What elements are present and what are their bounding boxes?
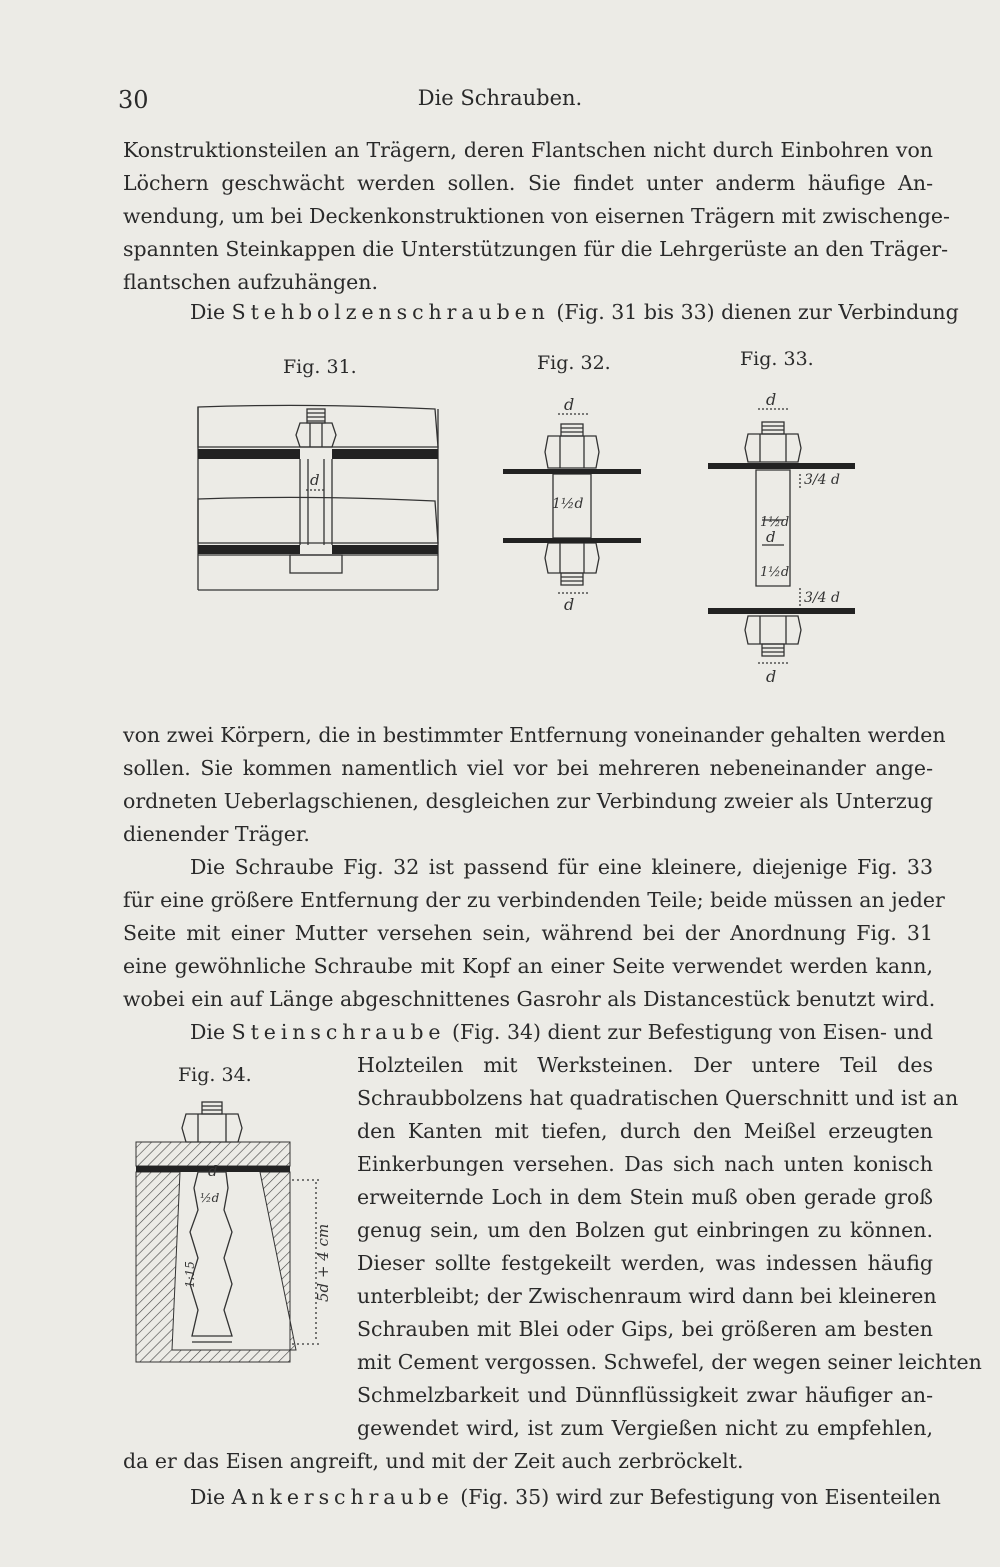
figure-33-caption: Fig. 33. [740,348,814,370]
lead-rest: (Fig. 34) dient zur Befestigung von Eisen- und [452,1020,934,1044]
paragraph-lead-line [190,1020,933,1044]
lead-word: Die [190,1485,226,1509]
dimension-label: d [208,1162,218,1180]
text-line: eine gewöhnliche Schraube mit Kopf an einer Seite verwendet werden kann, [123,954,933,978]
text-line: mit Cement vergossen. Schwefel, der wegen seiner leichten [357,1350,982,1374]
text-line: Seite mit einer Mutter versehen sein, während bei der Anordnung Fig. 31 [123,921,933,945]
text-line: da er das Eisen angreift, und mit der Zeit auch zerbröckelt. [123,1449,744,1473]
dimension-label: 1:15 [183,1261,197,1288]
dimension-label: d [766,528,776,546]
dimension-label: d [564,395,575,414]
text-line: sollen. Sie kommen namentlich viel vor bei mehreren nebeneinander ange- [123,756,933,780]
text-line: spannten Steinkappen die Unterstützungen für die Lehrgerüste an den Träger- [123,237,949,261]
lead-rest: (Fig. 35) wird zur Befestigung von Eisenteilen [460,1485,941,1509]
text-line: wobei ein auf Länge abgeschnittenes Gasrohr als Distancestück benutzt wird. [123,987,936,1011]
text-line: von zwei Körpern, die in bestimmter Entfernung voneinander gehalten werden [123,723,946,747]
dimension-label: 5d + 4 cm [314,1223,332,1302]
figure-34-drawing [132,1092,354,1364]
text-line: unterbleibt; der Zwischenraum wird dann bei kleineren [357,1284,937,1308]
paragraph-lead-line [190,300,959,324]
text-line: Schraubbolzens hat quadratischen Querschnitt und ist an [357,1086,959,1110]
dimension-label: d [310,471,320,489]
dimension-label: 1½d [760,515,790,530]
emphasized-term: Ankerschraube [231,1485,454,1509]
lead-word: Die [190,300,226,324]
text-line: wendung, um bei Deckenkonstruktionen von eisernen Trägern mit zwischenge- [123,204,950,228]
dimension-label: 1½d [760,565,790,580]
text-line: gewendet wird, ist zum Vergießen nicht zu empfehlen, [357,1416,933,1440]
figure-33-drawing [700,380,865,690]
text-line: Schrauben mit Blei oder Gips, bei größeren am besten [357,1317,933,1341]
emphasized-term: Stehbolzenschrauben [231,300,550,324]
figure-31-drawing [190,395,450,610]
text-line: ordneten Ueberlagschienen, desgleichen zur Verbindung zweier als Unterzug [123,789,933,813]
page-number: 30 [118,86,149,114]
paragraph-lead-line [190,1485,941,1509]
figure-32-caption: Fig. 32. [537,352,611,374]
dimension-label: ½d [200,1191,220,1205]
dimension-label: 3/4 d [804,472,840,488]
text-line: dienender Träger. [123,822,310,846]
dimension-label: d [766,667,777,686]
dimension-label: d [564,595,575,610]
text-line: Dieser sollte festgekeilt werden, was indessen häufig [357,1251,933,1275]
text-line: für eine größere Entfernung der zu verbindenden Teile; beide müssen an jeder [123,888,945,912]
emphasized-term: Steinschraube [231,1020,446,1044]
text-line: genug sein, um den Bolzen gut einbringen zu können. [357,1218,933,1242]
text-line: Einkerbungen versehen. Das sich nach unten konisch [357,1152,933,1176]
text-line: flantschen aufzuhängen. [123,270,379,294]
lead-rest: (Fig. 31 bis 33) dienen zur Verbindung [556,300,959,324]
text-line: Holzteilen mit Werksteinen. Der untere Teil des [357,1053,933,1077]
text-line: Konstruktionsteilen an Trägern, deren Flantschen nicht durch Einbohren von [123,138,933,162]
text-line: erweiternde Loch in dem Stein muß oben gerade groß [357,1185,933,1209]
running-title: Die Schrauben. [417,86,583,110]
figure-34-caption: Fig. 34. [178,1064,252,1086]
text-line: Schmelzbarkeit und Dünnflüssigkeit zwar häufiger an- [357,1383,933,1407]
text-line: Die Schraube Fig. 32 ist passend für eine kleinere, diejenige Fig. 33 [190,855,933,879]
dimension-label: d [766,390,777,409]
dimension-label: 1½d [552,496,584,512]
dimension-label: 3/4 d [804,590,840,606]
text-line: den Kanten mit tiefen, durch den Meißel erzeugten [357,1119,933,1143]
figure-31-caption: Fig. 31. [283,356,357,378]
text-line: Löchern geschwächt werden sollen. Sie findet unter anderm häufige An- [123,171,933,195]
figure-32-drawing [498,388,648,610]
lead-word: Die [190,1020,226,1044]
